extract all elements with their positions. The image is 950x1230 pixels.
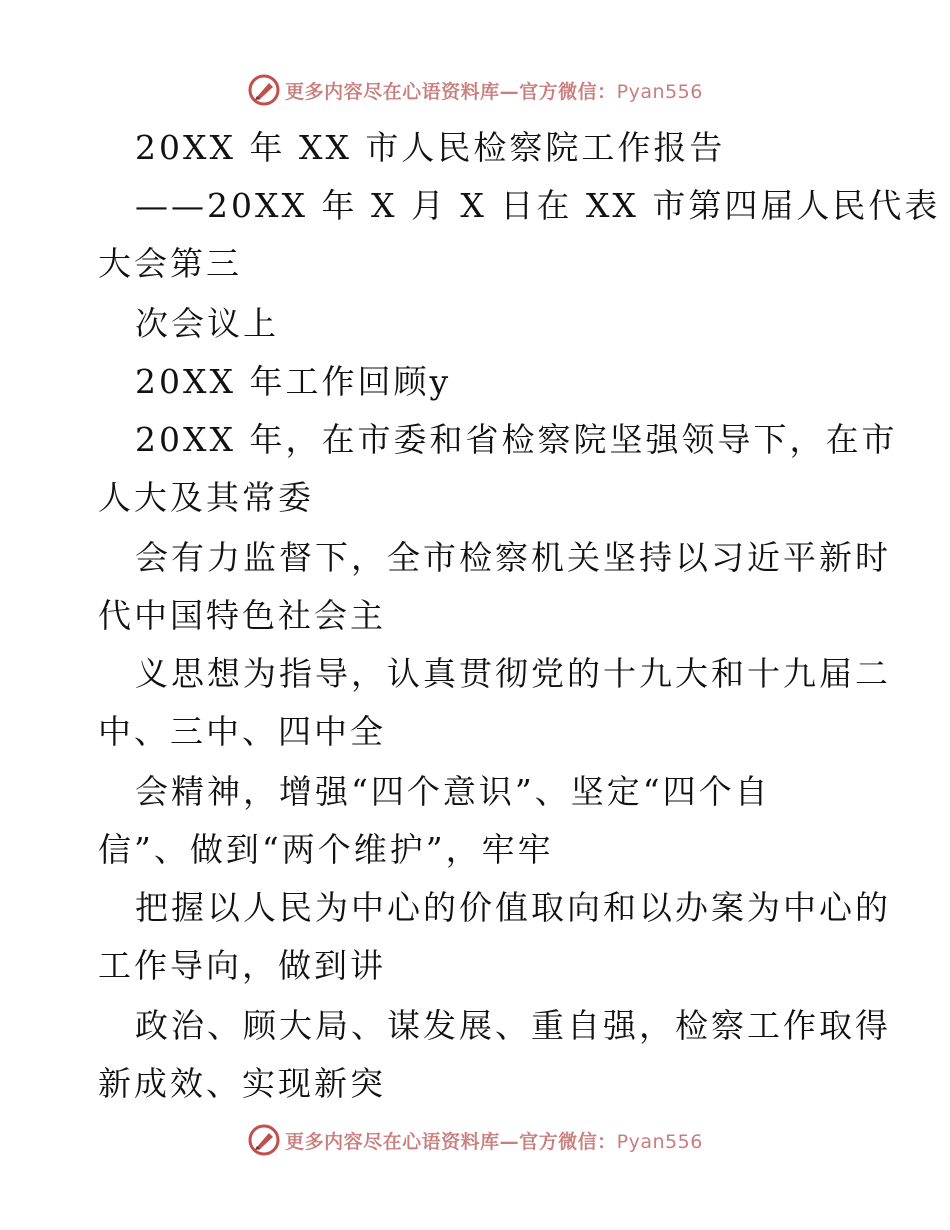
header-watermark [0, 70, 950, 110]
doc-paragraph-line: 义思想为指导，认真贯彻党的十九大和十九届二 [135, 654, 891, 693]
doc-paragraph-line: 会精神，增强“四个意识”、坚定“四个自 [135, 772, 771, 811]
doc-paragraph-line: 信”、做到“两个维护”，牢牢 [98, 830, 554, 869]
watermark-text [285, 77, 703, 104]
doc-title: 20XX 年 XX 市人民检察院工作报告 [135, 128, 726, 167]
doc-paragraph-line: 把握以人民为中心的价值取向和以办案为中心的 [135, 888, 891, 927]
watermark-text-cn: 更多内容尽在心语资料库—官方微信： [285, 1130, 617, 1153]
watermark-text-cn: 更多内容尽在心语资料库—官方微信： [285, 80, 617, 103]
doc-subtitle-line: 大会第三 [98, 244, 242, 283]
doc-paragraph-line: 新成效、实现新突 [98, 1064, 386, 1103]
doc-paragraph-line: 20XX 年，在市委和省检察院坚强领导下，在市 [135, 420, 898, 459]
watermark-wechat-id: Pyan556 [616, 1130, 703, 1153]
doc-paragraph-line: 中、三中、四中全 [98, 712, 386, 751]
footer-watermark [0, 1120, 950, 1160]
doc-paragraph-line: 会有力监督下，全市检察机关坚持以习近平新时 [135, 538, 891, 577]
doc-paragraph-line: 工作导向，做到讲 [98, 946, 386, 985]
doc-subtitle-line: ——20XX 年 X 月 X 日在 XX 市第四届人民代表 [135, 186, 941, 225]
pen-logo-icon [247, 1123, 281, 1157]
watermark-wechat-id: Pyan556 [616, 80, 703, 103]
doc-paragraph-line: 人大及其常委 [98, 478, 314, 517]
doc-paragraph-line: 政治、顾大局、谋发展、重自强，检察工作取得 [135, 1006, 891, 1045]
doc-section-heading: 20XX 年工作回顾y [135, 362, 452, 401]
watermark-text [285, 1127, 703, 1154]
doc-subtitle-line: 次会议上 [135, 304, 279, 343]
pen-logo-icon [247, 73, 281, 107]
doc-paragraph-line: 代中国特色社会主 [98, 596, 386, 635]
